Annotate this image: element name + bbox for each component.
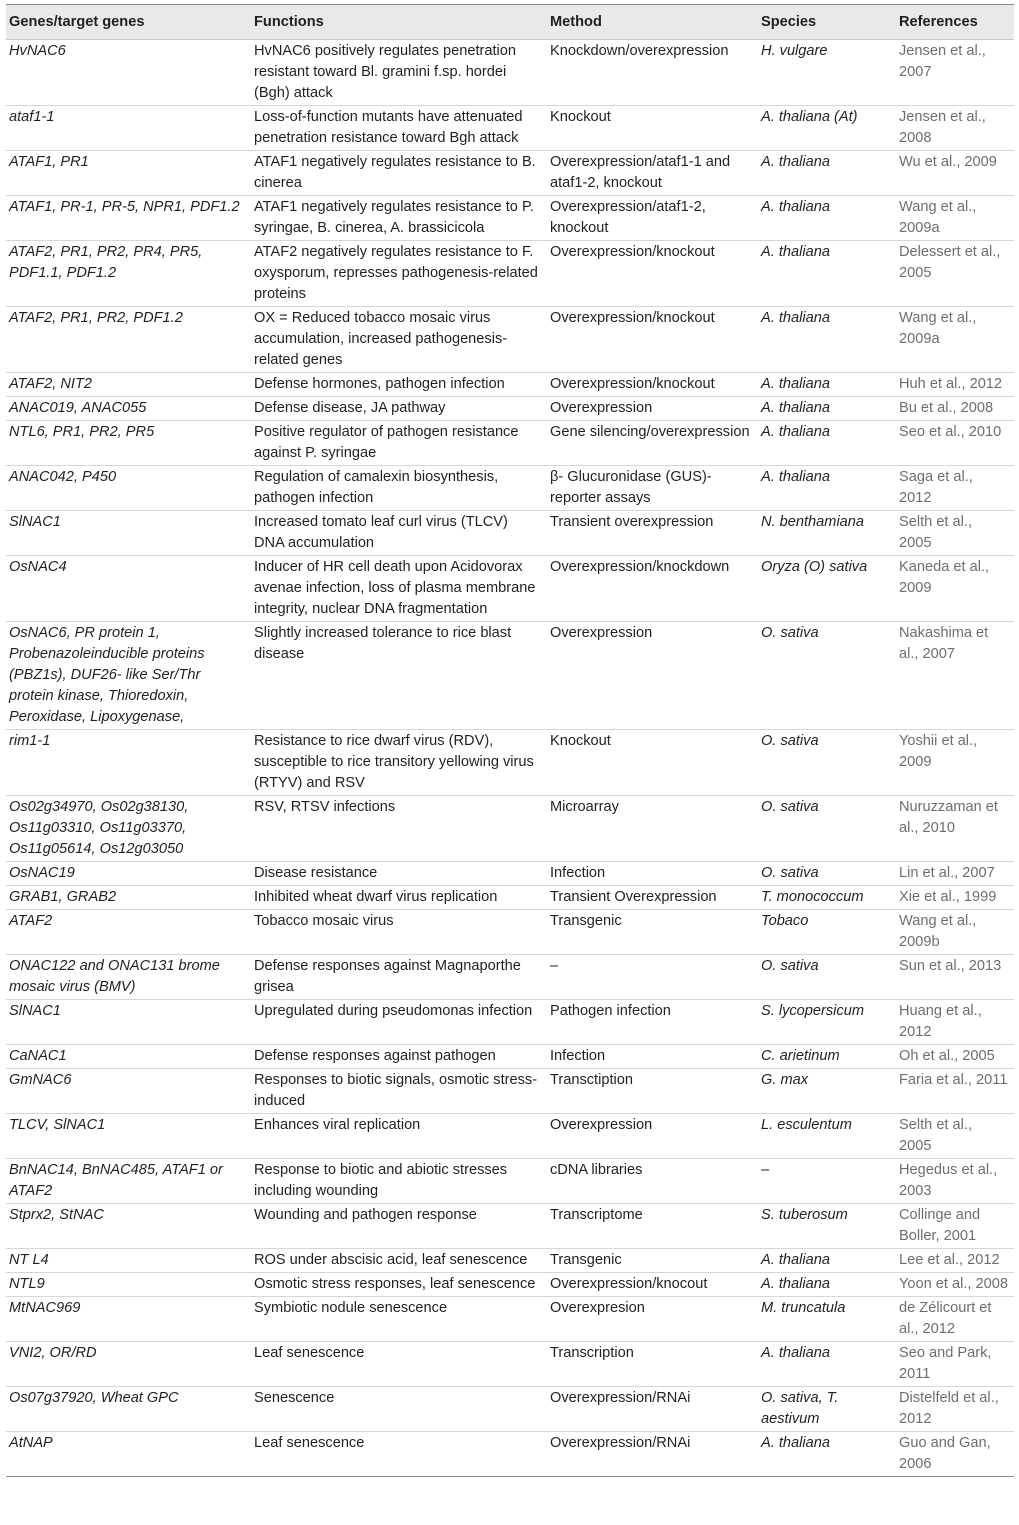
cell-species: O. sativa [758, 955, 896, 1000]
cell-species: N. benthamiana [758, 511, 896, 556]
cell-functions: Leaf senescence [251, 1342, 547, 1387]
cell-genes: OsNAC4 [6, 556, 251, 622]
cell-method: Overexpression [547, 1114, 758, 1159]
cell-species: G. max [758, 1069, 896, 1114]
cell-method: Transient Overexpression [547, 886, 758, 910]
cell-method: Gene silencing/overexpression [547, 421, 758, 466]
cell-references: Saga et al., 2012 [896, 466, 1014, 511]
cell-species: O. sativa, T. aestivum [758, 1387, 896, 1432]
table-row [6, 196, 1014, 241]
cell-species: T. monococcum [758, 886, 896, 910]
table-row [6, 466, 1014, 511]
table-row [6, 556, 1014, 622]
cell-references: Xie et al., 1999 [896, 886, 1014, 910]
cell-functions: Disease resistance [251, 862, 547, 886]
table-row [6, 1114, 1014, 1159]
cell-method: Transgenic [547, 910, 758, 955]
table-row [6, 151, 1014, 196]
nac-genes-table [6, 4, 1014, 1477]
cell-functions: Osmotic stress responses, leaf senescence [251, 1273, 547, 1297]
cell-method: Overexpression/RNAi [547, 1432, 758, 1477]
cell-genes: SlNAC1 [6, 1000, 251, 1045]
cell-references: Collinge and Boller, 2001 [896, 1204, 1014, 1249]
cell-functions: Tobacco mosaic virus [251, 910, 547, 955]
cell-functions: ATAF1 negatively regulates resistance to B. cinerea [251, 151, 547, 196]
cell-references: Lin et al., 2007 [896, 862, 1014, 886]
cell-genes: SlNAC1 [6, 511, 251, 556]
cell-method: Transcription [547, 1342, 758, 1387]
table-row [6, 1000, 1014, 1045]
cell-references: Oh et al., 2005 [896, 1045, 1014, 1069]
cell-species: O. sativa [758, 622, 896, 730]
cell-method: β- Glucuronidase (GUS)-reporter assays [547, 466, 758, 511]
cell-references: Hegedus et al., 2003 [896, 1159, 1014, 1204]
cell-genes: GRAB1, GRAB2 [6, 886, 251, 910]
cell-method: Overexpression/ataf1-2, knockout [547, 196, 758, 241]
cell-species: O. sativa [758, 730, 896, 796]
cell-species: A. thaliana [758, 151, 896, 196]
header-references: References [899, 13, 978, 30]
cell-method: Transctiption [547, 1069, 758, 1114]
header-genes: Genes/target genes [9, 13, 145, 30]
cell-references: Selth et al., 2005 [896, 1114, 1014, 1159]
cell-functions: Resistance to rice dwarf virus (RDV), susceptible to rice transitory yellowing virus (RTYV) and RSV [251, 730, 547, 796]
cell-species: H. vulgare [758, 40, 896, 106]
cell-species: Tobaco [758, 910, 896, 955]
cell-species: L. esculentum [758, 1114, 896, 1159]
table-row [6, 622, 1014, 730]
cell-species: – [758, 1159, 896, 1204]
table-row [6, 307, 1014, 373]
table-row [6, 1045, 1014, 1069]
cell-genes: NTL9 [6, 1273, 251, 1297]
cell-species: A. thaliana [758, 373, 896, 397]
cell-method: Infection [547, 862, 758, 886]
cell-method: cDNA libraries [547, 1159, 758, 1204]
cell-genes: rim1-1 [6, 730, 251, 796]
cell-genes: ATAF2, NIT2 [6, 373, 251, 397]
cell-method: Overexpression [547, 397, 758, 421]
header-functions: Functions [254, 13, 324, 30]
cell-functions: HvNAC6 positively regulates penetration resistant toward Bl. gramini f.sp. hordei (Bgh) attack [251, 40, 547, 106]
cell-genes: ATAF2 [6, 910, 251, 955]
table-row [6, 1432, 1014, 1477]
cell-functions: Increased tomato leaf curl virus (TLCV) DNA accumulation [251, 511, 547, 556]
table-row [6, 910, 1014, 955]
cell-species: O. sativa [758, 796, 896, 862]
cell-functions: ATAF2 negatively regulates resistance to F. oxysporum, represses pathogenesis-related proteins [251, 241, 547, 307]
cell-functions: ATAF1 negatively regulates resistance to P. syringae, B. cinerea, A. brassicicola [251, 196, 547, 241]
cell-functions: Inducer of HR cell death upon Acidovorax avenae infection, loss of plasma membrane integrity, nuclear DNA fragmentation [251, 556, 547, 622]
cell-references: Jensen et al., 2008 [896, 106, 1014, 151]
cell-genes: VNI2, OR/RD [6, 1342, 251, 1387]
cell-species: A. thaliana (At) [758, 106, 896, 151]
cell-references: Huh et al., 2012 [896, 373, 1014, 397]
cell-functions: Inhibited wheat dwarf virus replication [251, 886, 547, 910]
cell-references: Wu et al., 2009 [896, 151, 1014, 196]
cell-method: Knockdown/overexpression [547, 40, 758, 106]
table-row [6, 106, 1014, 151]
header-row [6, 5, 1014, 40]
cell-references: Nakashima et al., 2007 [896, 622, 1014, 730]
cell-functions: Senescence [251, 1387, 547, 1432]
cell-genes: ATAF1, PR-1, PR-5, NPR1, PDF1.2 [6, 196, 251, 241]
cell-genes: MtNAC969 [6, 1297, 251, 1342]
table-row [6, 886, 1014, 910]
cell-functions: ROS under abscisic acid, leaf senescence [251, 1249, 547, 1273]
cell-method: Pathogen infection [547, 1000, 758, 1045]
cell-genes: Os07g37920, Wheat GPC [6, 1387, 251, 1432]
cell-method: Transgenic [547, 1249, 758, 1273]
cell-genes: GmNAC6 [6, 1069, 251, 1114]
cell-references: Nuruzzaman et al., 2010 [896, 796, 1014, 862]
cell-method: Overexpression/knocout [547, 1273, 758, 1297]
cell-method: Overexpression/ataf1-1 and ataf1-2, knockout [547, 151, 758, 196]
table-row [6, 421, 1014, 466]
table-row [6, 862, 1014, 886]
cell-method: Overexpression/knockdown [547, 556, 758, 622]
table-body [6, 40, 1014, 1477]
table-row [6, 40, 1014, 106]
cell-method: Infection [547, 1045, 758, 1069]
cell-functions: Upregulated during pseudomonas infection [251, 1000, 547, 1045]
table-row [6, 1249, 1014, 1273]
table-row [6, 397, 1014, 421]
cell-genes: CaNAC1 [6, 1045, 251, 1069]
cell-species: A. thaliana [758, 466, 896, 511]
cell-genes: ATAF2, PR1, PR2, PDF1.2 [6, 307, 251, 373]
cell-genes: NTL6, PR1, PR2, PR5 [6, 421, 251, 466]
cell-references: Faria et al., 2011 [896, 1069, 1014, 1114]
cell-functions: Slightly increased tolerance to rice blast disease [251, 622, 547, 730]
cell-references: Wang et al., 2009a [896, 196, 1014, 241]
cell-references: Kaneda et al., 2009 [896, 556, 1014, 622]
cell-method: Overexpresion [547, 1297, 758, 1342]
cell-species: A. thaliana [758, 1432, 896, 1477]
table-row [6, 1273, 1014, 1297]
cell-references: Yoshii et al., 2009 [896, 730, 1014, 796]
cell-references: Yoon et al., 2008 [896, 1273, 1014, 1297]
cell-references: Selth et al., 2005 [896, 511, 1014, 556]
cell-functions: Positive regulator of pathogen resistance against P. syringae [251, 421, 547, 466]
cell-genes: Stprx2, StNAC [6, 1204, 251, 1249]
cell-species: S. lycopersicum [758, 1000, 896, 1045]
cell-species: A. thaliana [758, 241, 896, 307]
cell-functions: Defense responses against pathogen [251, 1045, 547, 1069]
cell-species: C. arietinum [758, 1045, 896, 1069]
cell-genes: Os02g34970, Os02g38130, Os11g03310, Os11g03370, Os11g05614, Os12g03050 [6, 796, 251, 862]
cell-species: A. thaliana [758, 1273, 896, 1297]
cell-references: Lee et al., 2012 [896, 1249, 1014, 1273]
cell-species: O. sativa [758, 862, 896, 886]
cell-references: Distelfeld et al., 2012 [896, 1387, 1014, 1432]
table-row [6, 955, 1014, 1000]
cell-species: S. tuberosum [758, 1204, 896, 1249]
table-row [6, 1204, 1014, 1249]
cell-functions: Regulation of camalexin biosynthesis, pathogen infection [251, 466, 547, 511]
cell-functions: RSV, RTSV infections [251, 796, 547, 862]
cell-method: Knockout [547, 730, 758, 796]
cell-species: A. thaliana [758, 421, 896, 466]
cell-species: A. thaliana [758, 1249, 896, 1273]
cell-functions: Symbiotic nodule senescence [251, 1297, 547, 1342]
cell-references: Guo and Gan, 2006 [896, 1432, 1014, 1477]
table-row [6, 373, 1014, 397]
cell-references: Huang et al., 2012 [896, 1000, 1014, 1045]
cell-references: Wang et al., 2009a [896, 307, 1014, 373]
cell-functions: Loss-of-function mutants have attenuated penetration resistance toward Bgh attack [251, 106, 547, 151]
table-row [6, 1069, 1014, 1114]
cell-genes: ATAF1, PR1 [6, 151, 251, 196]
cell-method: Transient overexpression [547, 511, 758, 556]
cell-references: de Zélicourt et al., 2012 [896, 1297, 1014, 1342]
cell-references: Seo and Park, 2011 [896, 1342, 1014, 1387]
cell-genes: OsNAC6, PR protein 1, Probenazoleinducible proteins (PBZ1s), DUF26- like Ser/Thr protein kinase, Thioredoxin, Peroxidase, Lipoxygenase, [6, 622, 251, 730]
table-row [6, 1297, 1014, 1342]
cell-genes: HvNAC6 [6, 40, 251, 106]
table-container [6, 4, 1014, 1477]
cell-functions: Response to biotic and abiotic stresses including wounding [251, 1159, 547, 1204]
header-method: Method [550, 13, 602, 30]
cell-genes: TLCV, SlNAC1 [6, 1114, 251, 1159]
cell-references: Bu et al., 2008 [896, 397, 1014, 421]
cell-references: Wang et al., 2009b [896, 910, 1014, 955]
cell-method: Overexpression [547, 622, 758, 730]
cell-species: M. truncatula [758, 1297, 896, 1342]
table-row [6, 796, 1014, 862]
cell-species: A. thaliana [758, 1342, 896, 1387]
table-header [6, 5, 1014, 40]
table-row [6, 1342, 1014, 1387]
cell-method: Overexpression/knockout [547, 373, 758, 397]
cell-species: A. thaliana [758, 307, 896, 373]
cell-functions: Defense disease, JA pathway [251, 397, 547, 421]
table-row [6, 241, 1014, 307]
cell-functions: OX = Reduced tobacco mosaic virus accumulation, increased pathogenesis-related genes [251, 307, 547, 373]
cell-genes: ONAC122 and ONAC131 brome mosaic virus (BMV) [6, 955, 251, 1000]
cell-genes: ATAF2, PR1, PR2, PR4, PR5, PDF1.1, PDF1.2 [6, 241, 251, 307]
cell-genes: ANAC019, ANAC055 [6, 397, 251, 421]
cell-method: Microarray [547, 796, 758, 862]
cell-references: Delessert et al., 2005 [896, 241, 1014, 307]
header-species: Species [761, 13, 817, 30]
cell-genes: ANAC042, P450 [6, 466, 251, 511]
cell-method: Knockout [547, 106, 758, 151]
cell-method: Transcriptome [547, 1204, 758, 1249]
cell-references: Sun et al., 2013 [896, 955, 1014, 1000]
cell-references: Seo et al., 2010 [896, 421, 1014, 466]
cell-method: Overexpression/RNAi [547, 1387, 758, 1432]
table-row [6, 730, 1014, 796]
cell-functions: Enhances viral replication [251, 1114, 547, 1159]
table-row [6, 511, 1014, 556]
cell-method: Overexpression/knockout [547, 307, 758, 373]
cell-species: A. thaliana [758, 397, 896, 421]
cell-functions: Leaf senescence [251, 1432, 547, 1477]
cell-genes: NT L4 [6, 1249, 251, 1273]
table-row [6, 1159, 1014, 1204]
cell-method: Overexpression/knockout [547, 241, 758, 307]
cell-functions: Responses to biotic signals, osmotic stress-induced [251, 1069, 547, 1114]
cell-species: Oryza (O) sativa [758, 556, 896, 622]
cell-genes: OsNAC19 [6, 862, 251, 886]
cell-references: Jensen et al., 2007 [896, 40, 1014, 106]
table-row [6, 1387, 1014, 1432]
cell-functions: Defense hormones, pathogen infection [251, 373, 547, 397]
cell-genes: BnNAC14, BnNAC485, ATAF1 or ATAF2 [6, 1159, 251, 1204]
cell-genes: ataf1-1 [6, 106, 251, 151]
cell-genes: AtNAP [6, 1432, 251, 1477]
cell-method: – [547, 955, 758, 1000]
cell-functions: Wounding and pathogen response [251, 1204, 547, 1249]
cell-species: A. thaliana [758, 196, 896, 241]
cell-functions: Defense responses against Magnaporthe grisea [251, 955, 547, 1000]
